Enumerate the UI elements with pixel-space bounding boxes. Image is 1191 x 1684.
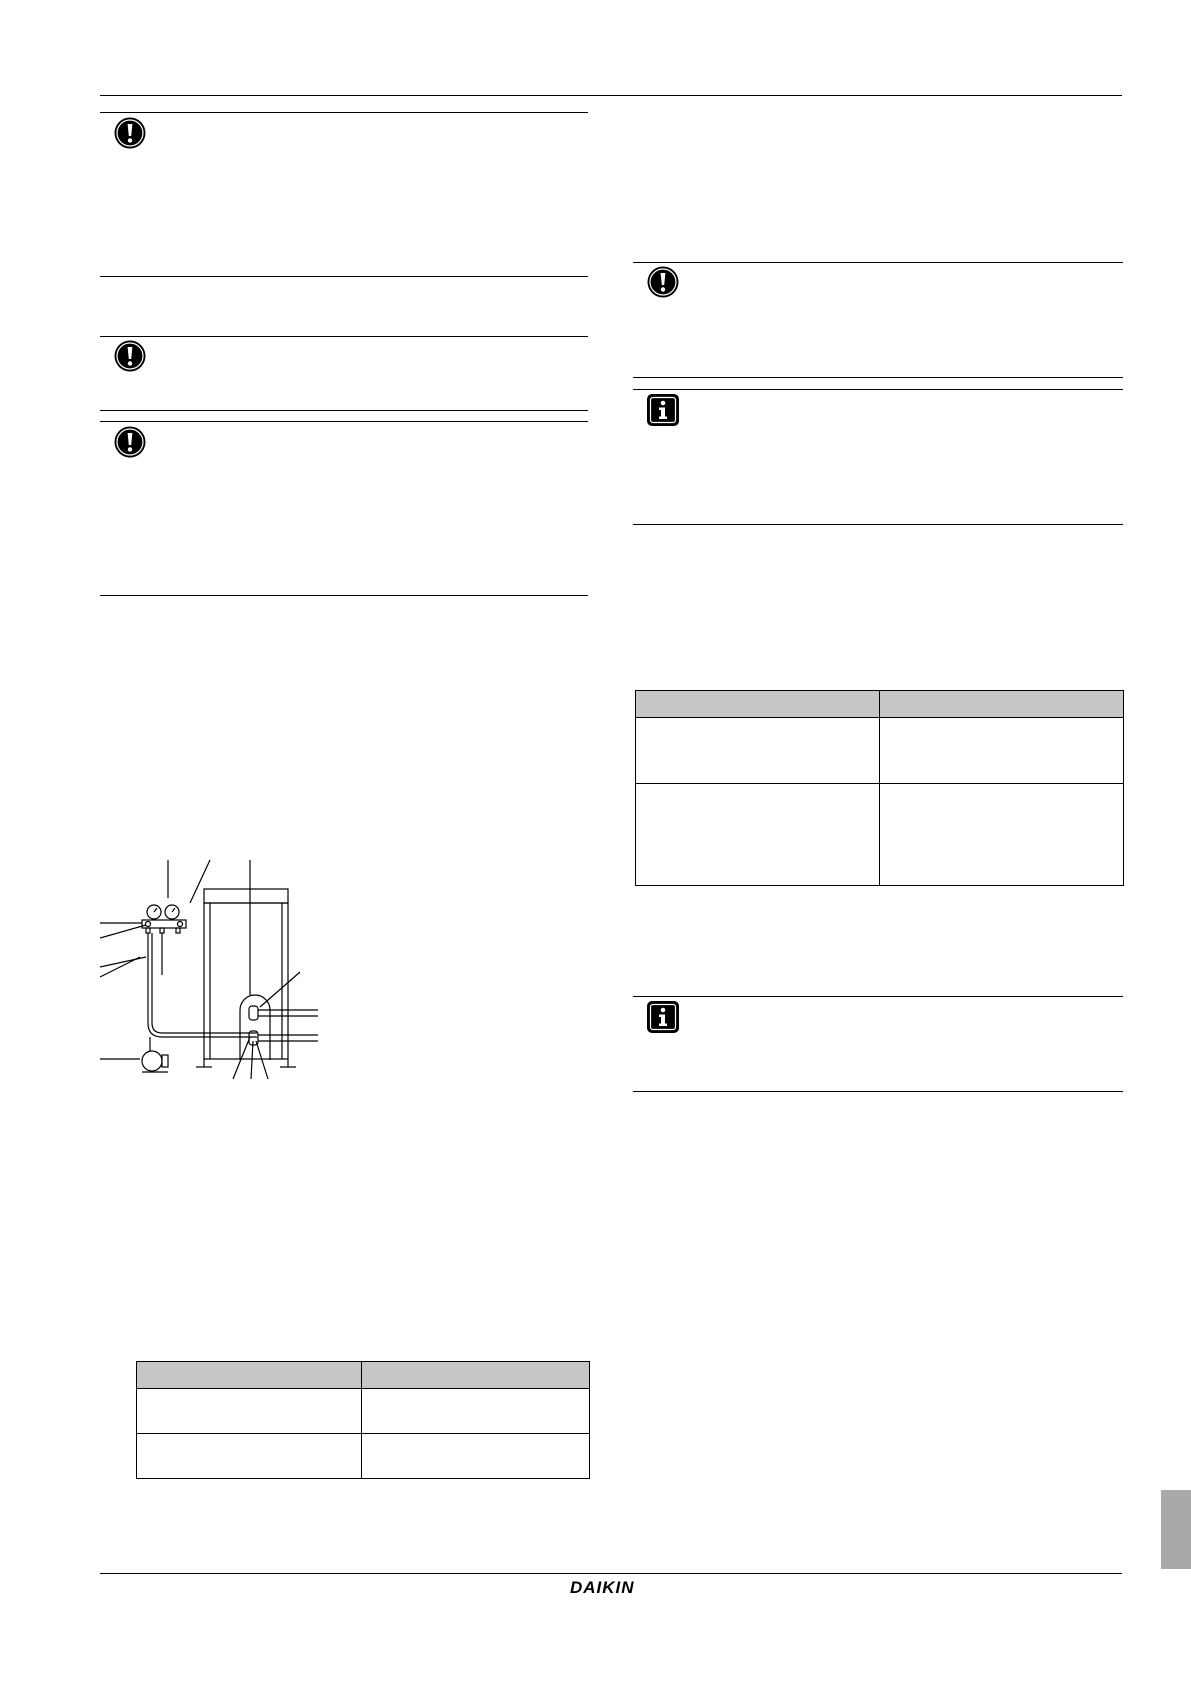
exclamation-circle-icon bbox=[646, 265, 680, 299]
table-cell bbox=[636, 718, 880, 784]
vacuum-pump-gauge-manifold-diagram bbox=[100, 855, 340, 1080]
table-cell bbox=[137, 1434, 362, 1479]
outdoor-unit bbox=[196, 889, 318, 1067]
svg-text:DAIKIN: DAIKIN bbox=[570, 1578, 635, 1597]
table-header-cell bbox=[880, 691, 1124, 718]
notice-bottom-rule bbox=[633, 524, 1123, 525]
vacuum-pump bbox=[100, 1037, 168, 1072]
notice-top-rule bbox=[100, 421, 588, 422]
page-section-tab bbox=[1161, 1490, 1191, 1569]
notice-bottom-rule bbox=[100, 595, 588, 596]
table-cell bbox=[880, 718, 1124, 784]
notice-bottom-rule bbox=[100, 410, 588, 411]
table-cell bbox=[880, 784, 1124, 886]
table-cell bbox=[362, 1389, 590, 1434]
exclamation-circle-icon bbox=[113, 339, 147, 373]
table-header-cell bbox=[362, 1362, 590, 1389]
notice-top-rule bbox=[100, 336, 588, 337]
leader-line bbox=[251, 1041, 253, 1079]
notice-top-rule bbox=[633, 262, 1123, 263]
table-header-cell bbox=[636, 691, 880, 718]
gauge-manifold bbox=[142, 905, 186, 933]
table-row bbox=[636, 784, 1124, 886]
leader-line bbox=[233, 1037, 250, 1079]
notice-top-rule bbox=[633, 389, 1123, 390]
table-row bbox=[137, 1389, 590, 1434]
notice-top-rule bbox=[100, 112, 588, 113]
exclamation-circle-icon bbox=[113, 116, 147, 150]
table-header-row bbox=[636, 691, 1124, 718]
right-spec-table bbox=[635, 690, 1124, 886]
table-cell bbox=[137, 1389, 362, 1434]
table-row bbox=[137, 1434, 590, 1479]
table-row bbox=[636, 718, 1124, 784]
leader-line bbox=[100, 925, 146, 938]
exclamation-circle-icon bbox=[113, 425, 147, 459]
notice-bottom-rule bbox=[633, 377, 1123, 378]
notice-bottom-rule bbox=[633, 1091, 1123, 1092]
table-cell bbox=[362, 1434, 590, 1479]
footer-rule bbox=[100, 1573, 1122, 1574]
daikin-logo bbox=[570, 1576, 652, 1598]
info-box-icon bbox=[646, 393, 680, 427]
notice-bottom-rule bbox=[100, 276, 588, 277]
table-cell bbox=[636, 784, 880, 886]
leader-line bbox=[256, 1041, 268, 1079]
notice-top-rule bbox=[633, 996, 1123, 997]
table-header-row bbox=[137, 1362, 590, 1389]
header-rule bbox=[100, 95, 1122, 96]
leader-line bbox=[190, 860, 210, 903]
leader-line bbox=[260, 972, 300, 1007]
left-spec-table bbox=[136, 1361, 590, 1479]
info-box-icon bbox=[646, 1000, 680, 1034]
table-header-cell bbox=[137, 1362, 362, 1389]
